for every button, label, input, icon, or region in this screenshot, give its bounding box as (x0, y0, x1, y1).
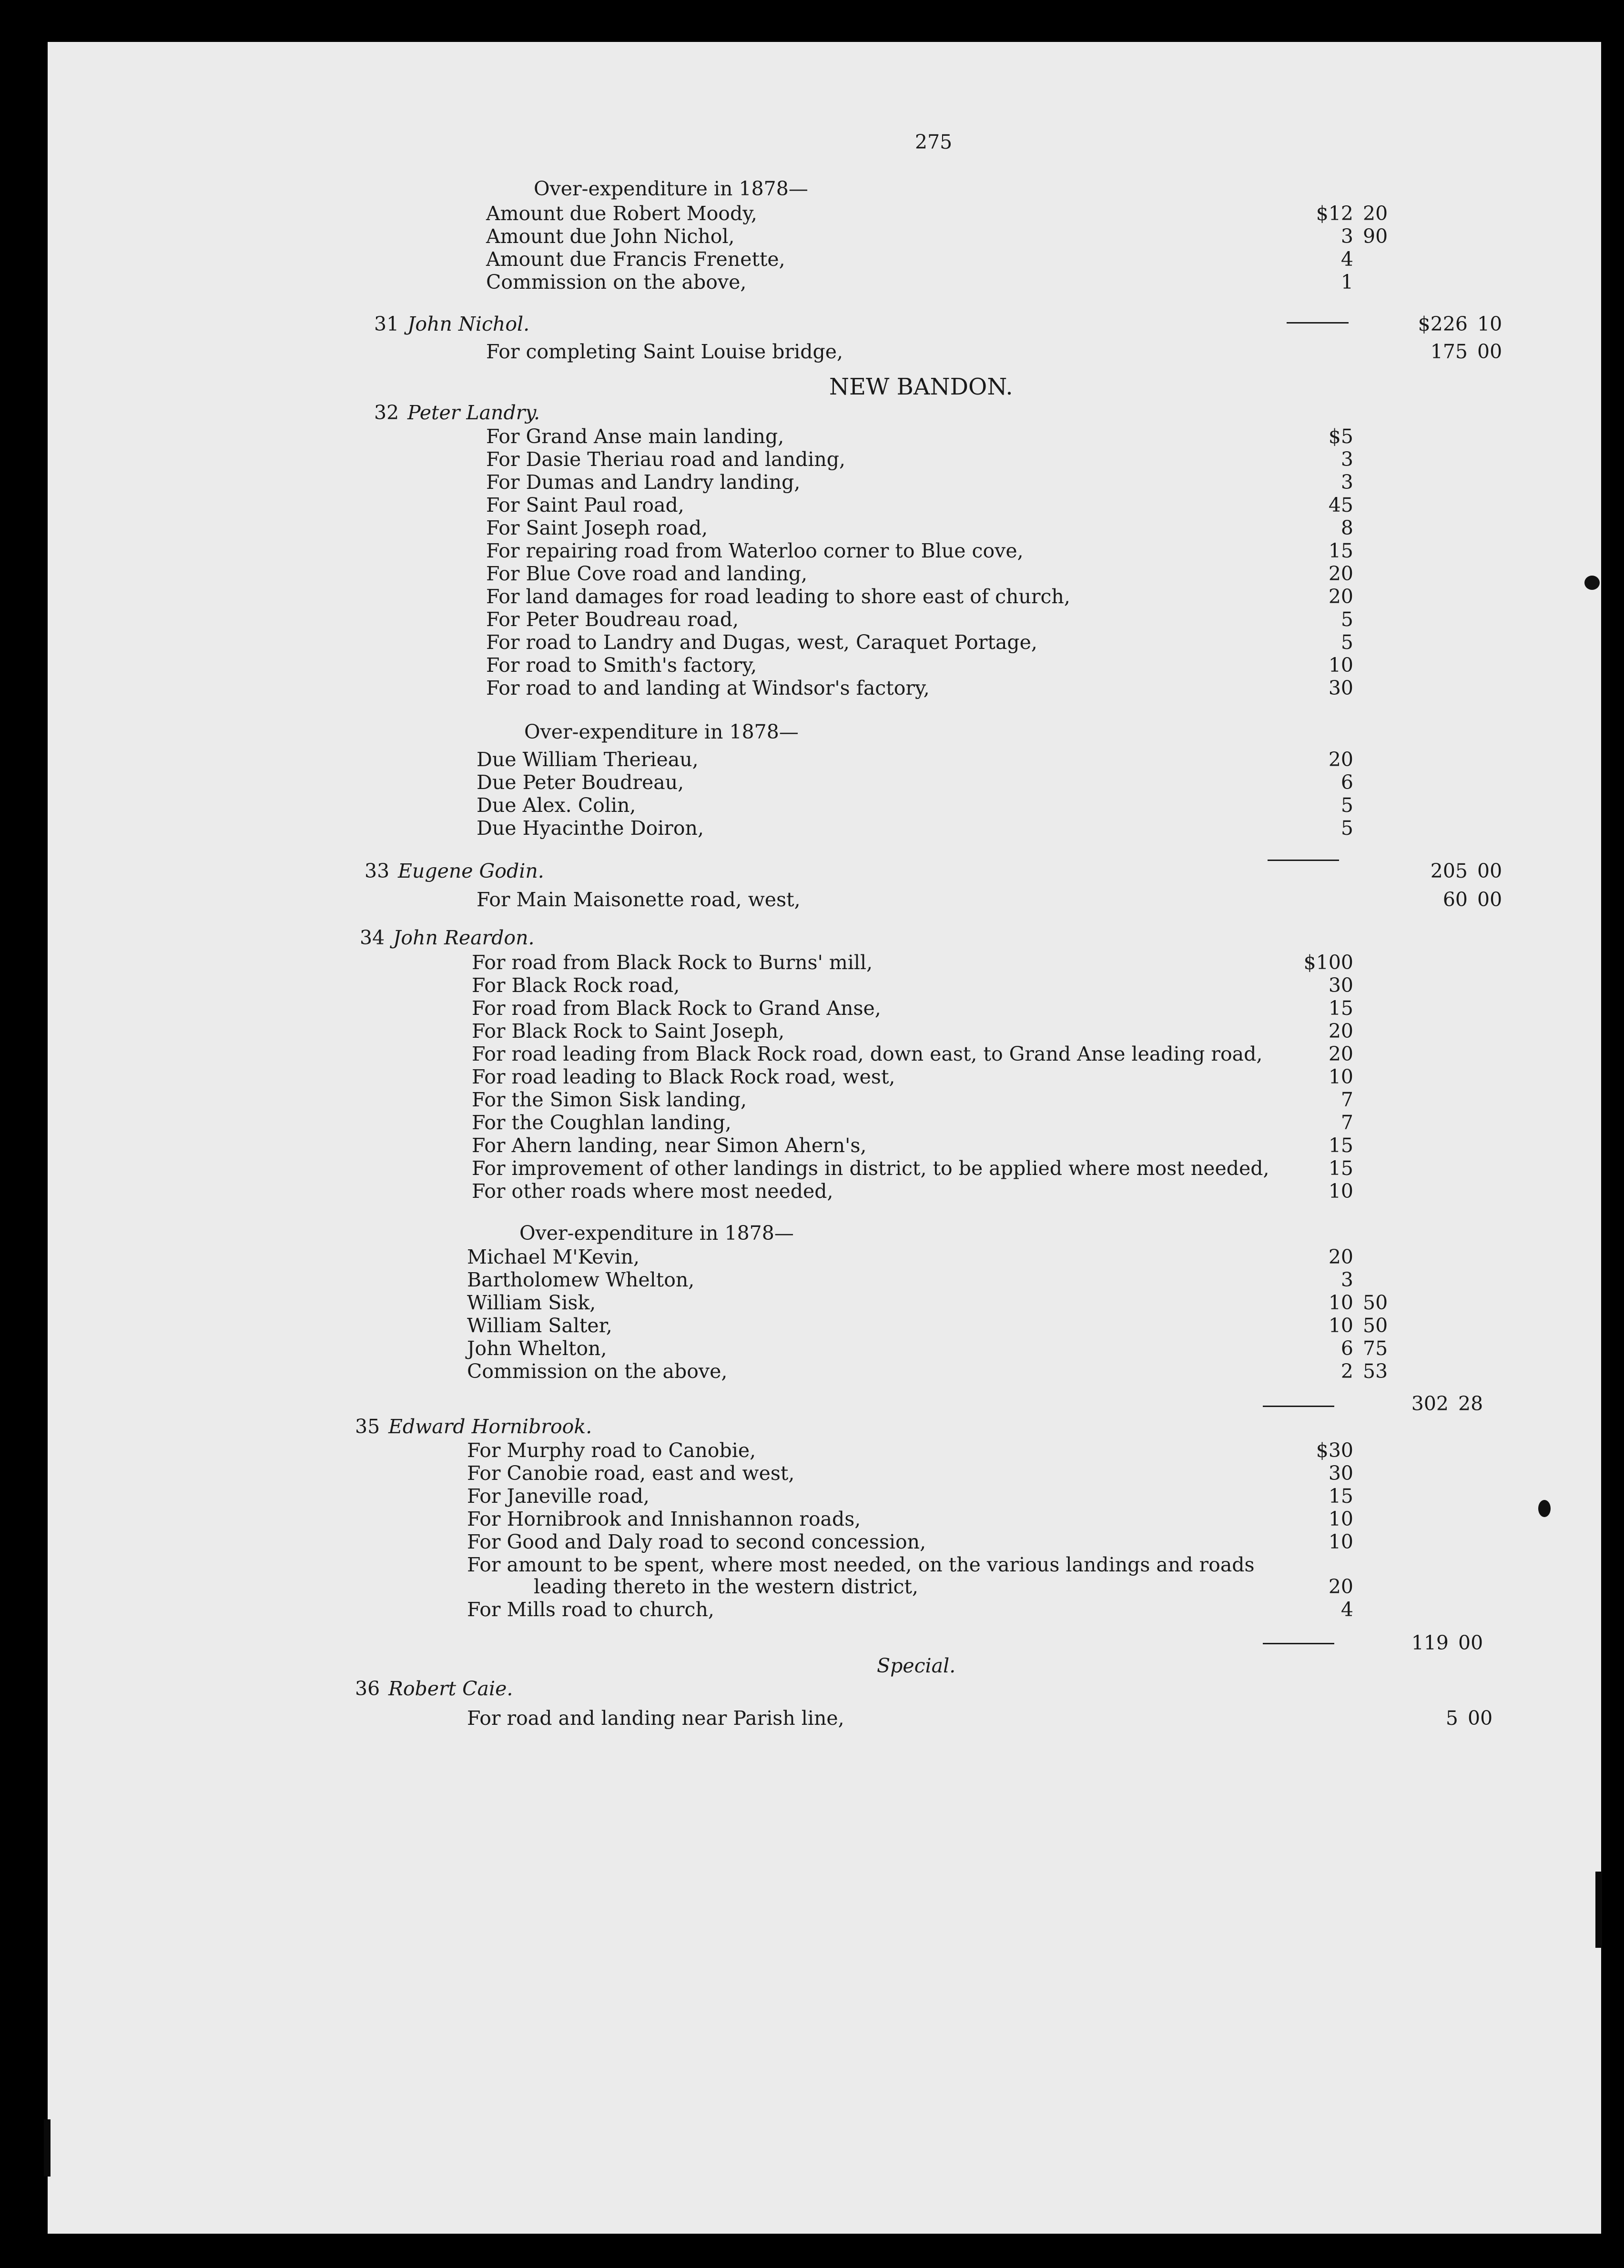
scan-edge-mark (44, 2119, 51, 2177)
subtotal-rule (1263, 1406, 1334, 1407)
scan-speck (1584, 576, 1600, 590)
scan-edge-mark (1595, 1872, 1602, 1948)
document-page: 275 Over-expenditure in 1878— Amount due Robert Moody, $12 20 Amount due John Nichol, 3 90 Amount due Francis Frenette, 4 Commission on the above, 1 31 John Nichol. $226 10 For completing Saint Louise bridge, 175 00 NEW BANDON. 32 Peter Landry. For Grand Anse main landing, $5 For Dasie Theriau road and landing, 3 For Dumas and Landry landing, 3 For Saint Paul road, 45 For Saint Joseph road, 8 For repairing road from Waterloo corner to Blue cove, 15 For Blue Cove road and landing, 20 For land damages for road leading to shore east of church, 20 For Peter Boudreau road, 5 For road to Landry and Dugas, west, Caraquet Portage, 5 For road to Smith's factory, 10 For road to and landing at Windsor's factory, 30 Over-expenditure in 1878— Due William Therieau, 20 Due Peter Boudreau, 6 Due Alex. Colin, 5 Due Hyacinthe Doiron, 5 33 Eugene Godin. 205 00 For Main Maisonette road, west, 60 00 34 John Reardon. For road from Black Rock to Burns' mill, $100 For Black Rock road, 30 For road from Black Rock to Grand Anse, 15 For Black Rock to Saint Joseph, 20 For road leading from Black Rock road, down east, to Grand Anse leading road, 20 For road leading to Black Rock road, west, 10 For the Simon Sisk landing, 7 For the Coughlan landing, 7 For Ahern landing, near Simon Ahern's, 15 For improvement of other landings in district, to be applied where most needed, 15 For other roads where most needed, 10 Over-expenditure in 1878— Michael M'Kevin, 20 Bartholomew Whelton, 3 William Sisk, 10 50 William Salter, 10 50 John Whelton, 6 75 Commission on the above, 2 53 302 28 35 Edward Hornibrook. For Murphy road to Canobie, $30 For Canobie road, east and west, 30 For Janeville road, 15 For Hornibrook and Innishannon roads, 10 For Good and Daly road to second concession, 10 For amount to be spent, where most needed, on the various landings and roads leading thereto in the western district, 20 For Mills road to church, 4 119 00 Special. 36 Robert Caie. For road and landing near Parish line, 5 00 (48, 42, 1601, 2234)
scan-speck (1538, 1500, 1551, 1517)
subtotal-rule (1263, 1643, 1334, 1644)
subtotal-rule (1287, 322, 1349, 324)
subtotal-rule (1268, 860, 1339, 861)
